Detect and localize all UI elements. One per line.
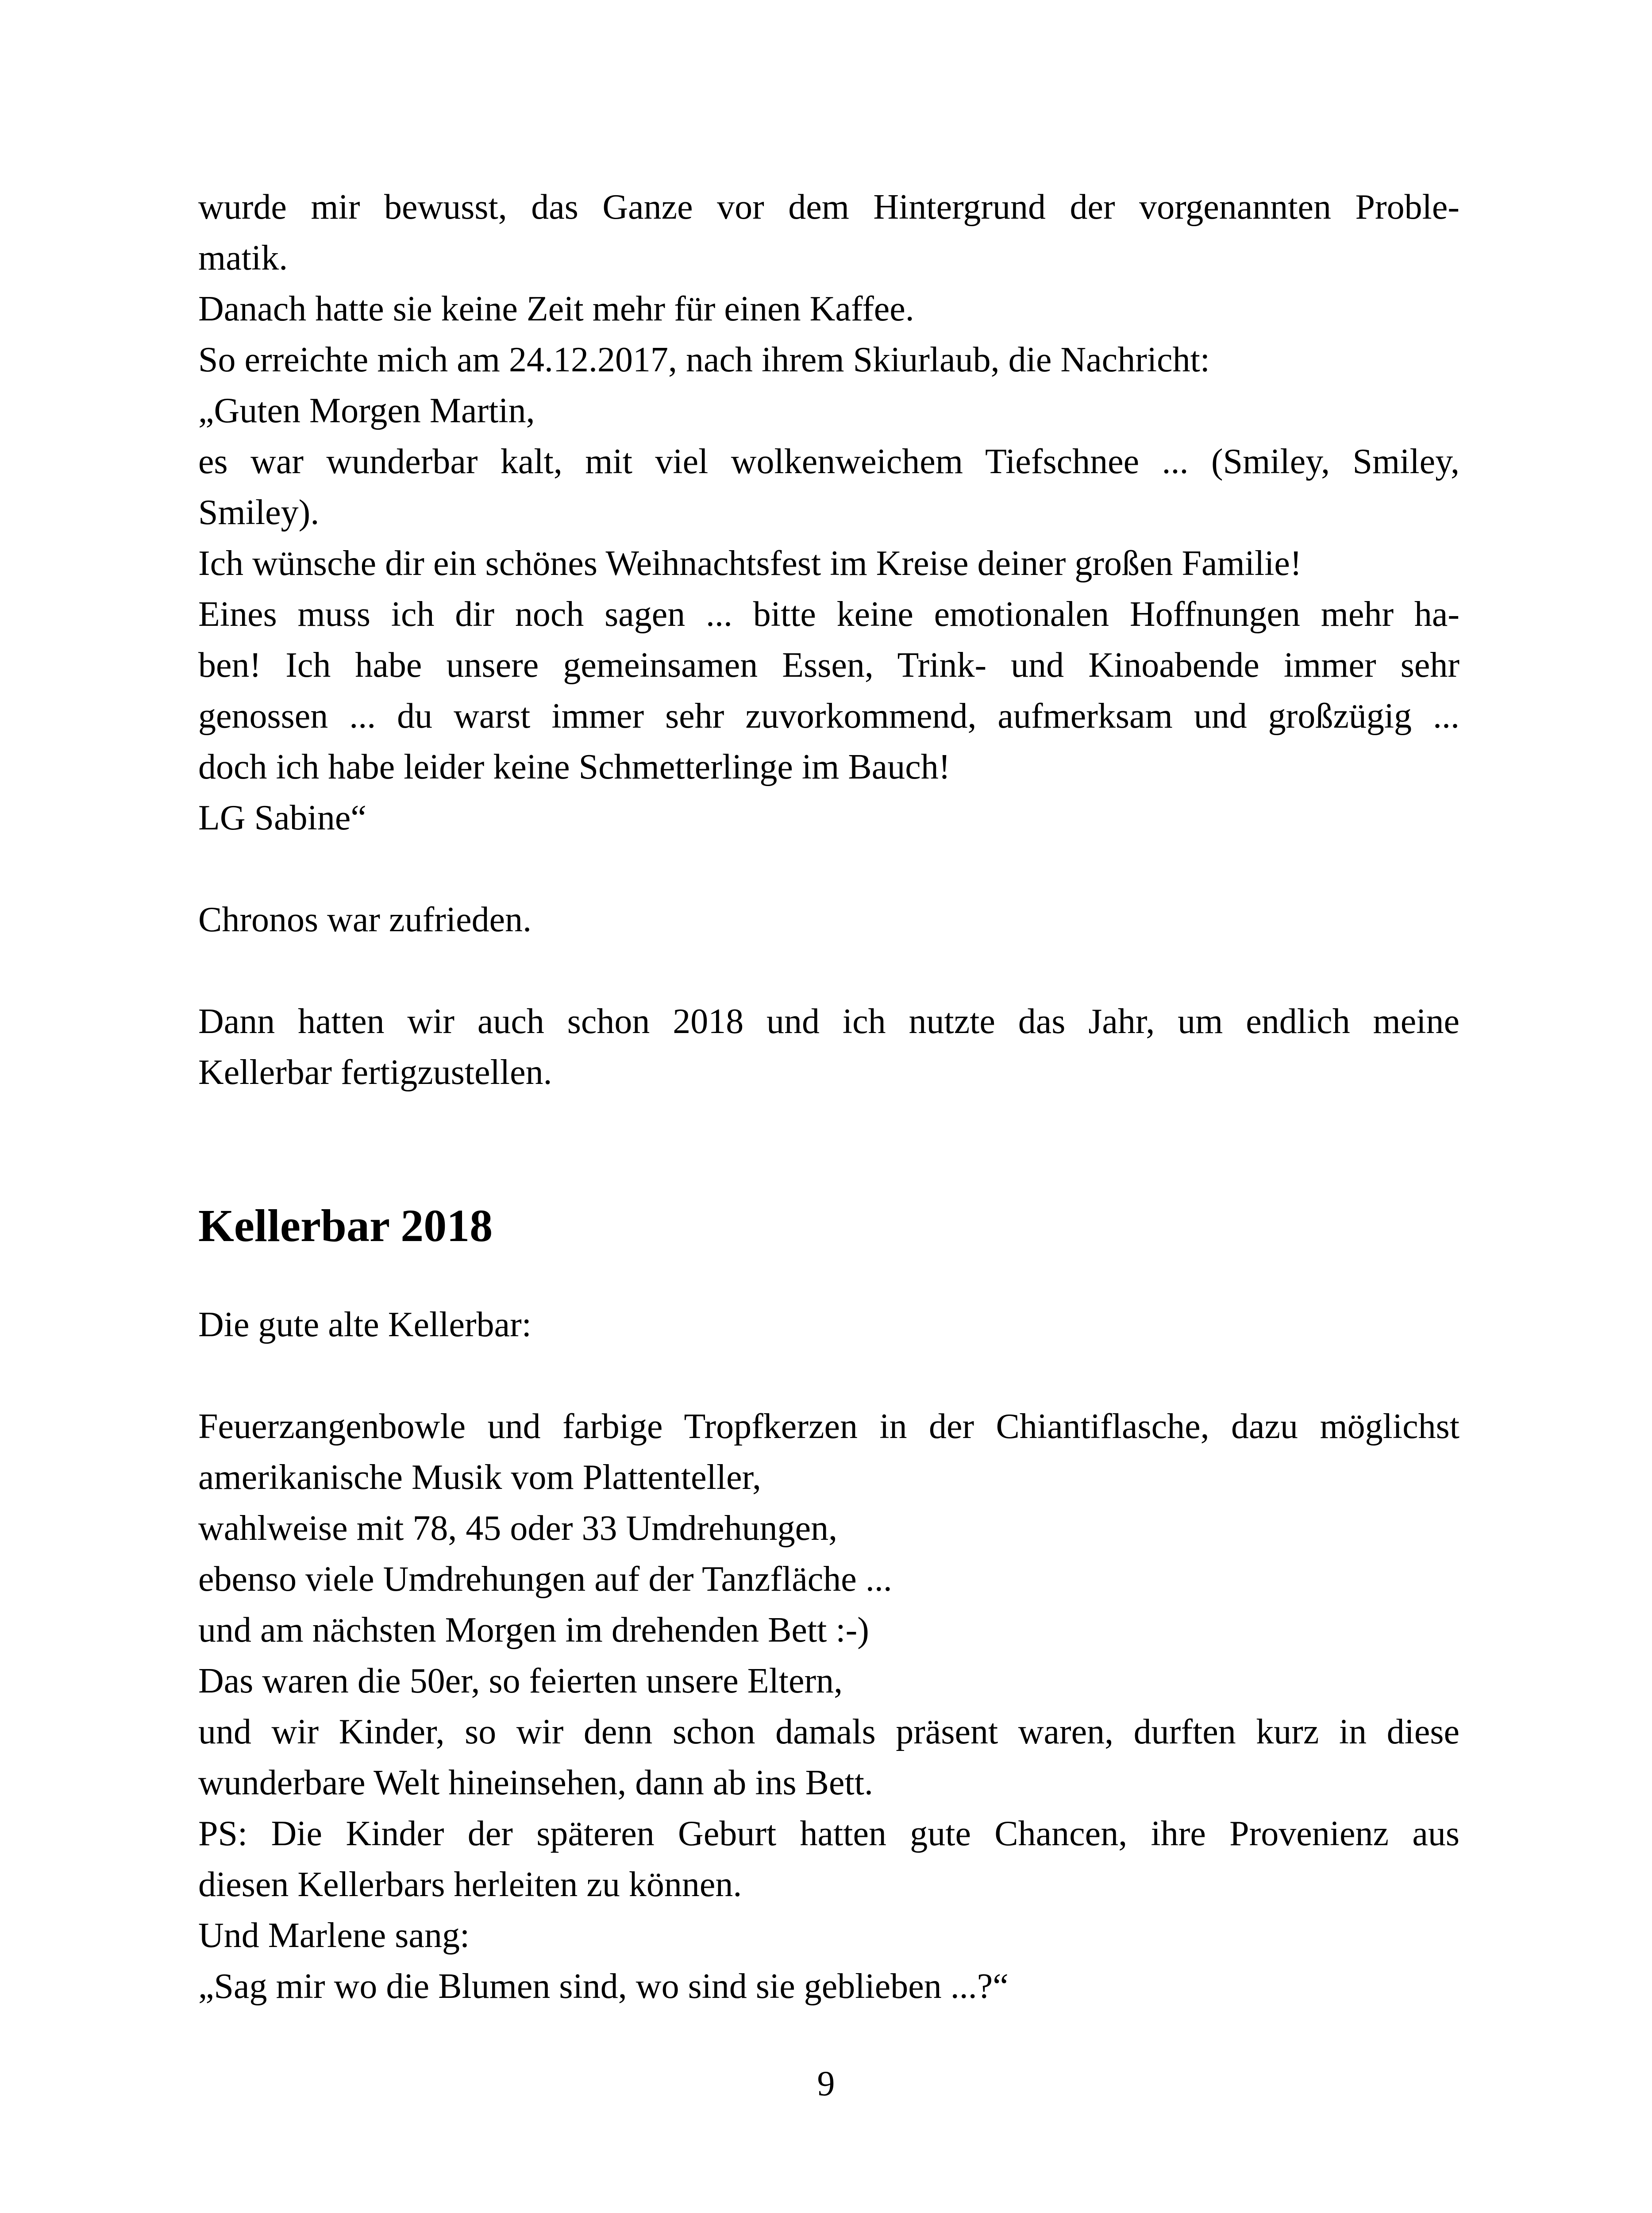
text-line: wahlweise mit 78, 45 oder 33 Umdrehungen, <box>198 1509 838 1548</box>
text-line: So erreichte mich am 24.12.2017, nach ihrem Skiurlaub, die Nachricht: <box>198 340 1210 379</box>
text-line: „Sag mir wo die Blumen sind, wo sind sie geblieben ...?“ <box>198 1967 1009 2006</box>
text-line: Ich wünsche dir ein schönes Weihnachtsfest im Kreise deiner großen Familie! <box>198 544 1302 583</box>
text-line: Chronos war zufrieden. <box>198 900 532 939</box>
text-line: Smiley). <box>198 493 320 532</box>
text-line: Feuerzangenbowle und farbige Tropfkerzen in der Chiantiflasche, dazu möglichst <box>198 1407 1459 1446</box>
text-line: Kellerbar fertigzustellen. <box>198 1053 552 1092</box>
page-number: 9 <box>817 2064 835 2103</box>
text-line: LG Sabine“ <box>198 798 366 837</box>
text-line: wunderbare Welt hineinsehen, dann ab ins Bett. <box>198 1763 873 1802</box>
text-line: Danach hatte sie keine Zeit mehr für einen Kaffee. <box>198 289 914 328</box>
text-line: Die gute alte Kellerbar: <box>198 1305 531 1344</box>
text-line: matik. <box>198 239 288 278</box>
text-line: Eines muss ich dir noch sagen ... bitte keine emotionalen Hoffnungen mehr ha- <box>198 595 1459 634</box>
text-line: genossen ... du warst immer sehr zuvorkommend, aufmerksam und großzügig ... <box>198 697 1459 736</box>
text-line: ebenso viele Umdrehungen auf der Tanzfläche ... <box>198 1560 892 1599</box>
text-line: amerikanische Musik vom Plattenteller, <box>198 1458 762 1497</box>
text-line: „Guten Morgen Martin, <box>198 391 535 430</box>
text-line: und am nächsten Morgen im drehenden Bett :-) <box>198 1611 869 1650</box>
text-line: und wir Kinder, so wir denn schon damals präsent waren, durften kurz in diese <box>198 1712 1459 1751</box>
text-line: wurde mir bewusst, das Ganze vor dem Hintergrund der vorgenannten Proble- <box>198 188 1459 227</box>
text-line: ben! Ich habe unsere gemeinsamen Essen, Trink- und Kinoabende immer sehr <box>198 646 1459 685</box>
text-line: PS: Die Kinder der späteren Geburt hatten gute Chancen, ihre Provenienz aus <box>198 1814 1459 1853</box>
text-line: Und Marlene sang: <box>198 1916 470 1955</box>
text-line: Dann hatten wir auch schon 2018 und ich nutzte das Jahr, um endlich meine <box>198 1002 1459 1041</box>
section-heading: Kellerbar 2018 <box>198 1200 493 1251</box>
text-line: diesen Kellerbars herleiten zu können. <box>198 1865 742 1904</box>
text-line: doch ich habe leider keine Schmetterlinge im Bauch! <box>198 748 951 787</box>
text-line: es war wunderbar kalt, mit viel wolkenweichem Tiefschnee ... (Smiley, Smiley, <box>198 442 1459 481</box>
text-line: Das waren die 50er, so feierten unsere Eltern, <box>198 1662 843 1700</box>
